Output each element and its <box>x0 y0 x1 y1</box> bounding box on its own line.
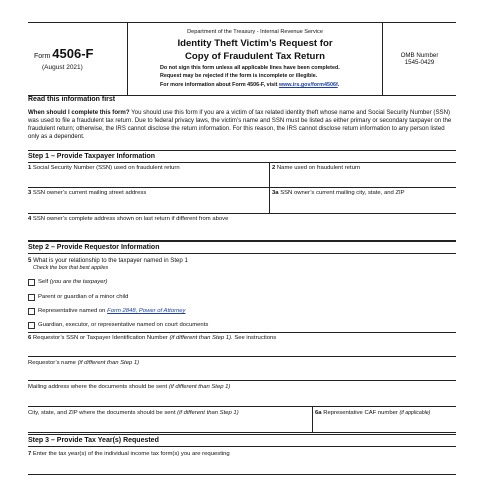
step1-row1 <box>28 163 456 188</box>
field-2-number: 2 <box>272 165 276 171</box>
form-title-block <box>128 23 382 95</box>
mailing-address-field[interactable] <box>28 381 456 406</box>
department-line: Department of the Treasury - Internal Revenue Service <box>187 29 323 35</box>
field-5-label: What is your relationship to the taxpayer named in Step 1 <box>33 257 188 264</box>
form-title-line2: Copy of Fraudulent Tax Return <box>185 50 325 62</box>
option-parent[interactable] <box>28 294 128 301</box>
form-number-value: 4506-F <box>52 46 94 62</box>
irs-form-link[interactable]: www.irs.gov/form4506f <box>278 82 338 89</box>
option-self[interactable] <box>28 279 107 286</box>
field-6a-number: 6a <box>315 410 322 416</box>
self-checkbox[interactable] <box>28 279 35 286</box>
omb-block <box>382 23 456 95</box>
step1-header: Step 1 – Provide Taxpayer Information <box>28 150 456 163</box>
parent-label: Parent or guardian of a minor child <box>38 294 129 300</box>
field-2-label: Name used on fraudulent return <box>276 165 361 171</box>
field-5-hint: Check the box that best applies <box>33 265 109 272</box>
note-do-not-sign: Do not sign this form unless all applicable lines have been completed. <box>160 64 340 71</box>
form-2848-link[interactable]: Form 2848, Power of Attorney <box>107 308 186 314</box>
step1-row3 <box>28 214 456 241</box>
representative-checkbox[interactable] <box>28 308 35 315</box>
note-more-info-text: For more information about Form 4506-F, visit <box>160 82 278 89</box>
omb-number: 1545-0429 <box>404 59 435 66</box>
omb-label: OMB Number <box>400 51 439 59</box>
representative-label: Representative named on <box>38 308 106 314</box>
intro-question: When should I complete this form? <box>28 109 130 116</box>
field-1-number: 1 <box>28 165 32 171</box>
form-title-line1: Identity Theft Victim’s Request for <box>177 37 333 49</box>
requestor-name-field[interactable] <box>28 357 456 380</box>
step3-row-years <box>28 447 456 475</box>
note-more-info <box>160 81 382 90</box>
option-guardian[interactable] <box>28 322 208 329</box>
step1-row2 <box>28 188 456 214</box>
guardian-label: Guardian, executor, or representative named on court documents <box>38 322 209 328</box>
step2-row-name <box>28 357 456 381</box>
form-date: (August 2021) <box>42 63 83 71</box>
step2-row-ssn <box>28 332 456 357</box>
step3-header: Step 3 – Provide Tax Year(s) Requested <box>28 434 456 447</box>
field-4-number: 4 <box>28 216 32 222</box>
step2-header: Step 2 – Provide Requestor Information <box>28 241 456 254</box>
requestor-name-label: Requestor’s name <box>28 360 76 366</box>
step2-row-city <box>28 407 456 433</box>
tax-years-field[interactable] <box>28 447 456 474</box>
mail-city-italic: (if different than Step 1) <box>177 410 239 416</box>
requestor-ssn-field[interactable] <box>28 333 456 356</box>
ssn-field[interactable] <box>28 163 269 187</box>
field-3-label: SSN owner’s current mailing street address <box>32 190 147 196</box>
field-7-number: 7 <box>28 451 32 457</box>
note-rejected: Request may be rejected if the form is incomplete or illegible. <box>160 73 318 80</box>
requestor-name-italic: (if different than Step 1) <box>77 360 140 366</box>
self-label: Self <box>38 279 49 285</box>
field-6-italic: (if different than Step 1). <box>169 335 233 341</box>
guardian-checkbox[interactable] <box>28 322 35 329</box>
form-id-block <box>28 23 128 95</box>
self-note: (you are the taxpayer) <box>49 279 108 285</box>
mail-city-label: City, state, and ZIP where the documents should be sent <box>28 410 176 416</box>
caf-number-field[interactable] <box>312 407 456 432</box>
form-prefix: Form <box>34 53 51 61</box>
field-1-label: Social Security Number (SSN) used on fraudulent return <box>32 165 180 171</box>
field-6-label: Requestor’s SSN or Taxpayer Identification Number <box>32 335 168 341</box>
field-4-label: SSN owner’s complete address shown on last return if different from above <box>32 216 229 222</box>
field-6-number: 6 <box>28 335 32 341</box>
field-7-label: Enter the tax year(s) of the individual income tax form(s) you are requesting <box>32 451 230 457</box>
intro-heading: Read this information first <box>28 96 116 103</box>
intro-paragraph <box>28 109 456 141</box>
mailing-address-italic: (if different than Step 1) <box>168 384 231 390</box>
option-representative[interactable] <box>28 308 185 315</box>
field-6-suffix: See instructions <box>234 335 277 341</box>
prior-address-field[interactable] <box>28 214 456 240</box>
form-number <box>34 46 127 62</box>
mailing-address-label: Mailing address where the documents should be sent <box>28 384 168 390</box>
field-5-number: 5 <box>28 257 32 264</box>
field-3a-label: SSN owner’s current mailing city, state, and ZIP <box>280 190 405 196</box>
field-3-number: 3 <box>28 190 32 196</box>
field-5-question <box>28 257 456 272</box>
mail-city-state-zip-field[interactable] <box>28 407 312 432</box>
note-more-info-suffix: . <box>337 82 340 89</box>
form-notes <box>128 64 382 90</box>
intro-body: You should use this form if you are a victim of tax related identity theft whose name and Social Security Number (SSN) was used to file a fraudulent tax return. Due to federal privacy laws, the victim’s name and SSN must be listed as either primary or secondary taxpayer on the fraudulent return; otherwise, the IRS cannot disclose the return information. For this reason, the IRS cannot disclose return information to any person listed only as a dependent. <box>28 109 452 141</box>
field-3a-number: 3a <box>272 190 279 196</box>
field-6a-italic: (if applicable) <box>399 410 431 416</box>
parent-checkbox[interactable] <box>28 294 35 301</box>
name-field[interactable] <box>269 163 456 187</box>
form-header <box>28 22 456 96</box>
field-6a-label: Representative CAF number <box>323 410 398 416</box>
step2-row-mailing <box>28 381 456 407</box>
street-address-field[interactable] <box>28 188 269 213</box>
city-state-zip-field[interactable] <box>269 188 456 213</box>
